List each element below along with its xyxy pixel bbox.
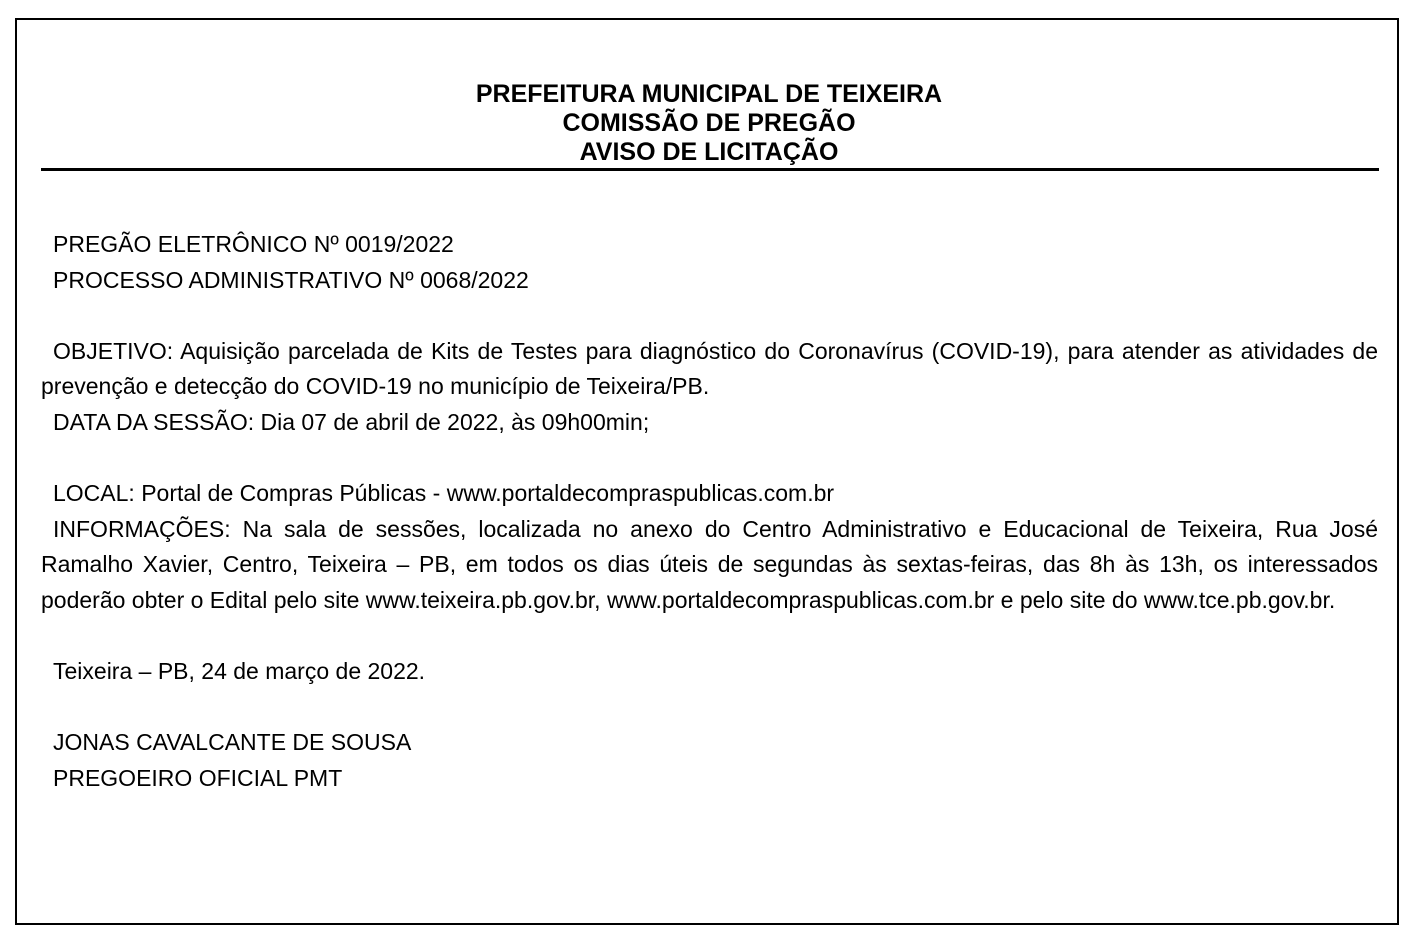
- processo-number: PROCESSO ADMINISTRATIVO Nº 0068/2022: [53, 266, 529, 293]
- pregao-number: PREGÃO ELETRÔNICO Nº 0019/2022: [53, 231, 454, 257]
- place-date: Teixeira – PB, 24 de março de 2022.: [53, 658, 426, 685]
- commission-title: COMISSÃO DE PREGÃO: [562, 109, 856, 137]
- objetivo-paragraph: OBJETIVO: Aquisição parcelada de Kits de Testes para diagnóstico do Coronavírus (COVID-19), para atender as atividades de prevenção e detecção do COVID-19 no município de Teixeira/PB.: [41, 337, 1378, 400]
- signatory-title: PREGOEIRO OFICIAL PMT: [53, 764, 343, 791]
- spacer: [41, 619, 1378, 655]
- local-line: LOCAL: Portal de Compras Públicas - www.portaldecompraspublicas.com.br: [53, 480, 835, 507]
- signatory-name: JONAS CAVALCANTE DE SOUSA: [53, 729, 412, 756]
- notice-frame: [15, 18, 1399, 925]
- spacer: [41, 441, 1378, 477]
- informacoes-paragraph: INFORMAÇÕES: Na sala de sessões, localizada no anexo do Centro Administrativo e Educacional de Teixeira, Rua José Ramalho Xavier, Centro, Teixeira – PB, em todos os dias úteis de segundas às sextas-feiras, das 8h às 13h, os interessados poderão obter o Edital pelo site www.teixeira.pb.gov.br, www.portaldecompraspublicas.com.br e pelo site do www.tce.pb.gov.br.: [41, 515, 1378, 613]
- notice-body: [41, 227, 1378, 797]
- spacer: [41, 690, 1378, 726]
- municipality-title: PREFEITURA MUNICIPAL DE TEIXEIRA: [475, 80, 943, 108]
- spacer: [41, 298, 1378, 334]
- notice-header: [17, 80, 1401, 167]
- data-sessao: DATA DA SESSÃO: Dia 07 de abril de 2022, às 09h00min;: [53, 408, 650, 435]
- notice-title: AVISO DE LICITAÇÃO: [579, 138, 839, 166]
- header-divider: [41, 168, 1379, 171]
